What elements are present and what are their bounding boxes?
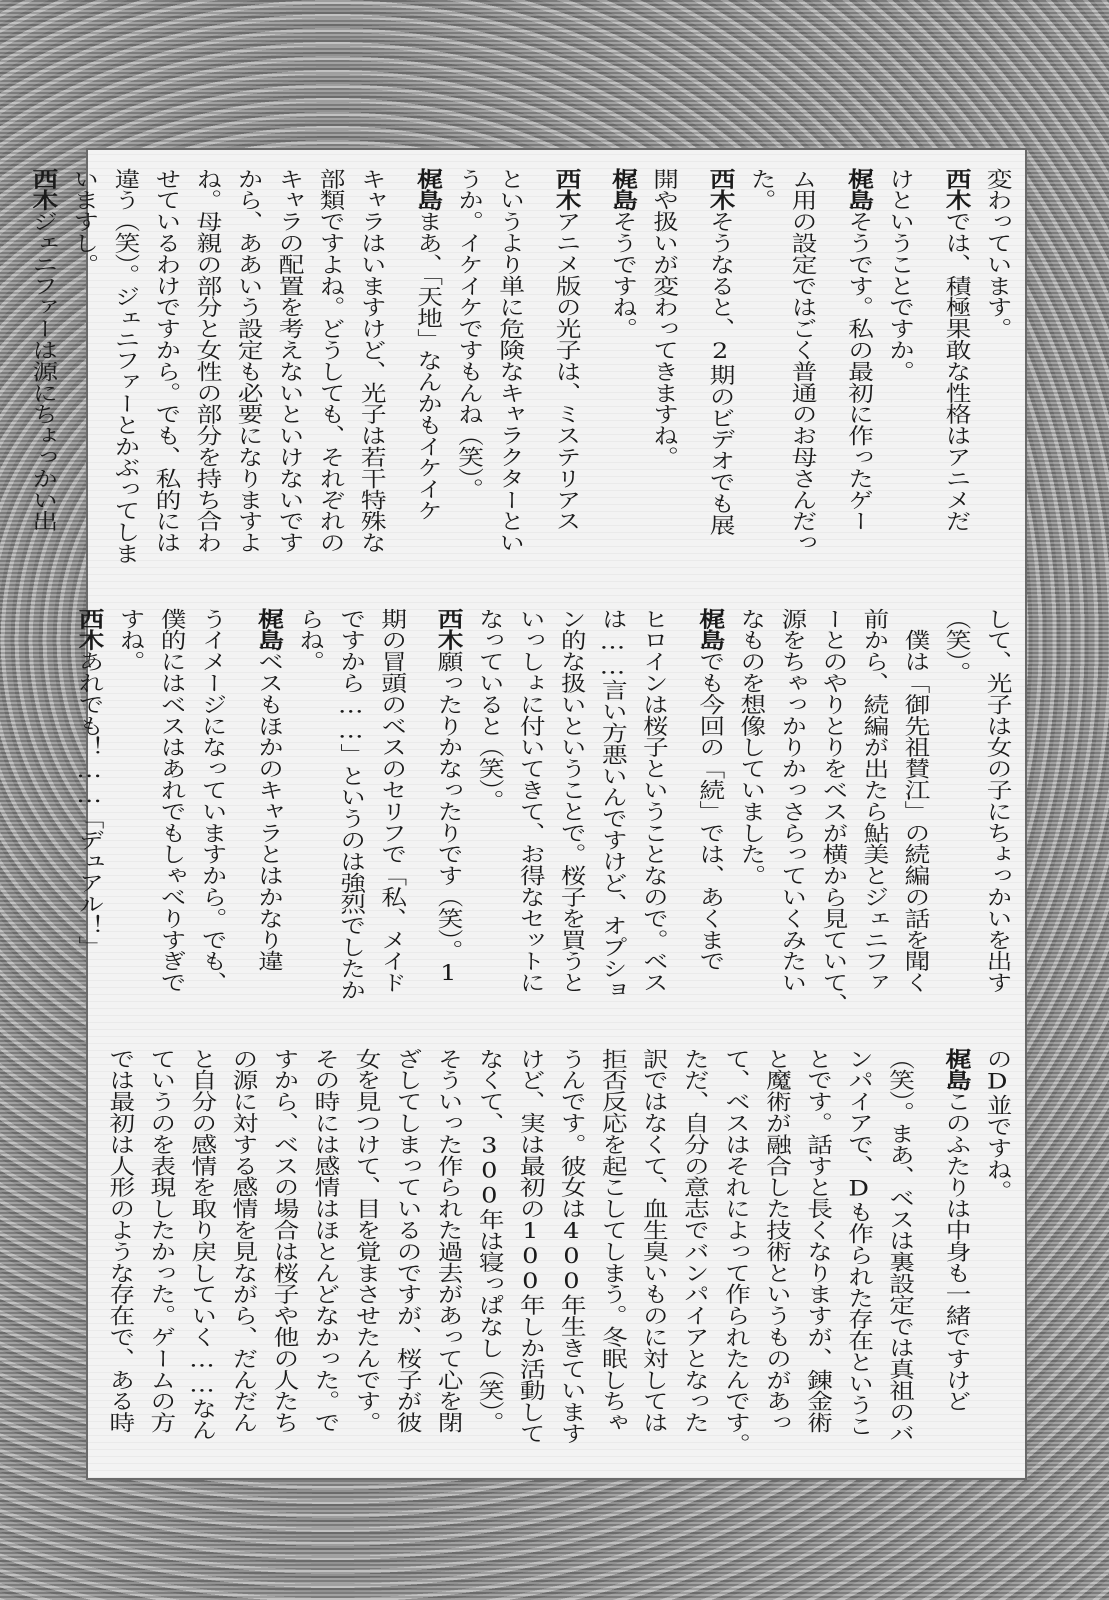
line-text: ンパイアで、Dも作られた存在というこ: [843, 1048, 874, 1437]
text-column: [330, 608, 371, 1008]
interview-page: [27, 150, 1025, 1478]
text-column: [714, 1048, 755, 1455]
text-column: [145, 168, 186, 568]
line-text: 僕は「御先祖賛江」の続編の話を聞く: [900, 608, 931, 994]
line-text: でも今回の「続」では、あくまで: [694, 650, 725, 972]
line-text: なくて、300年は寝っぱなし（笑）。: [474, 1048, 505, 1434]
line-text: ジェニファーは源にちょっかい出: [27, 210, 58, 532]
line-text: 僕的にはベスはあれでもしゃべりすぎで: [156, 608, 187, 994]
line-text: 違う（笑）。ジェニファーとかぶってしま: [110, 168, 141, 564]
line-text: のD並ですね。: [982, 1048, 1013, 1202]
text-column: [878, 168, 919, 568]
text-column: [642, 168, 683, 568]
line-text: から、ああいう設定も必要になりますよ: [233, 168, 264, 554]
line-text: なっていると（笑）。: [474, 608, 505, 812]
text-column: [448, 168, 489, 568]
speaker-name: 梶島: [607, 168, 638, 211]
text-column: [191, 608, 232, 1008]
text-column: [632, 1048, 673, 1448]
line-text: ム用の設定ではごく普通のお母さんだっ: [787, 168, 818, 554]
text-column: [412, 608, 468, 1008]
text-column: [586, 168, 642, 568]
text-tier-bottom: [0, 1048, 1017, 1455]
line-text: では、積極果敢な性格はアニメだ: [941, 210, 972, 532]
text-column: [509, 1048, 550, 1448]
line-text: 願ったりかなったりです（笑）。1: [433, 650, 464, 987]
line-text: そうです。私の最初に作ったゲー: [843, 210, 874, 532]
line-text: の源に対する感情を見ながら、だんだん: [228, 1048, 259, 1434]
line-text: 源をちゃっかりかっさらっていくみたい: [776, 608, 807, 994]
line-text: ざしてしまっているのですが、桜子が彼: [392, 1048, 423, 1434]
line-text: ン的な扱いということで。桜子を買うと: [556, 608, 587, 994]
text-tier-middle: [0, 608, 1017, 1015]
text-column: [150, 608, 191, 1008]
text-column: [684, 168, 740, 568]
line-text: そうですね。: [607, 210, 638, 340]
line-text: ね。母親の部分と女性の部分を持ち合わ: [192, 168, 223, 554]
text-column: [6, 168, 62, 568]
line-text: すね。: [115, 608, 146, 673]
text-column: [853, 608, 894, 1008]
line-text: 前から、続編が出たら鮎美とジェニファ: [859, 608, 890, 994]
line-text: アニメ版の光子は、ミステリアス: [551, 210, 582, 532]
text-column: [52, 608, 108, 1008]
line-text: （笑）。: [941, 608, 972, 683]
text-column: [771, 608, 812, 1008]
text-column: [755, 1048, 796, 1448]
text-column: [227, 168, 268, 568]
text-column: [350, 168, 391, 568]
line-text: 訳ではなくて、血生臭いものに対しては: [638, 1048, 669, 1434]
line-text: うんです。彼女は400年生きています: [556, 1048, 587, 1444]
line-text: ただ、自分の意志でバンパイアとなった: [679, 1048, 710, 1434]
text-column: [976, 1048, 1017, 1448]
line-text: は……言い方悪いんですけど、オプショ: [597, 608, 628, 1001]
speaker-name: 梶島: [253, 608, 284, 651]
text-column: [345, 1048, 386, 1448]
speaker-name: 西木: [941, 168, 972, 211]
line-text: せているわけですから。でも、私的には: [151, 168, 182, 554]
line-text: まあ、「天地」なんかもイケイケ: [412, 210, 443, 522]
line-text: あれでも！……「デュアル！」: [74, 650, 105, 958]
text-column: [935, 608, 976, 1008]
speaker-name: 梶島: [694, 608, 725, 651]
text-column: [878, 1048, 919, 1448]
line-text: その時には感情はほとんどなかった。で: [310, 1048, 341, 1434]
text-column: [591, 1048, 632, 1448]
text-column: [104, 168, 145, 568]
line-text: キャラはいますけど、光子は若干特殊な: [356, 168, 387, 554]
speaker-name: 梶島: [412, 168, 443, 211]
line-text: と魔術が融合した技術というものがあっ: [761, 1048, 792, 1434]
line-text: 部類ですよね。どうしても、それぞれの: [315, 168, 346, 554]
line-text: して、光子は女の子にちょっかいを出す: [982, 608, 1013, 994]
text-column: [468, 1048, 509, 1448]
speaker-name: 梶島: [941, 1048, 972, 1091]
text-column: [268, 168, 309, 568]
text-column: [530, 168, 586, 568]
line-text: 期の冒頭のベスのセリフで「私、メイド: [376, 608, 407, 994]
text-column: [894, 608, 935, 1008]
line-text: なものを想像していました。: [735, 608, 766, 887]
text-column: [263, 1048, 304, 1448]
text-column: [468, 608, 509, 1008]
line-text: と自分の感情を取り戻していく……なん: [186, 1048, 217, 1441]
line-text: ベスもほかのキャラとはかなり違: [253, 650, 284, 972]
text-column: [186, 168, 227, 568]
line-text: いっしょに付いてきて、お得なセットに: [515, 608, 546, 994]
text-column: [386, 1048, 427, 1448]
line-text: では最初は人形のような存在で、ある時: [104, 1048, 135, 1434]
line-text: （笑）。まあ、ベスは裏設定では真祖のバ: [884, 1048, 915, 1444]
text-column: [632, 608, 673, 1008]
text-column: [222, 1048, 263, 1448]
speaker-name: 西木: [27, 168, 58, 211]
text-column: [232, 608, 288, 1008]
line-text: うか。イケイケですもんね（笑）。: [453, 168, 484, 500]
text-column: [591, 608, 632, 1008]
text-column: [812, 608, 853, 1015]
line-text: た。: [746, 168, 777, 211]
line-text: というより単に危険なキャラクターとい: [494, 168, 525, 554]
line-text: うイメージになっていますから。でも、: [197, 608, 228, 994]
line-text: 変わっています。: [982, 168, 1013, 340]
line-text: キャラの配置を考えないといけないです: [274, 168, 305, 554]
text-column: [673, 608, 729, 1008]
line-text: 拒否反応を起こしてしまう。冬眠しちゃ: [597, 1048, 628, 1434]
line-text: そういった作られた過去があって心を閉: [433, 1048, 464, 1434]
text-column: [976, 168, 1017, 568]
line-text: けということですか。: [884, 168, 915, 382]
text-column: [976, 608, 1017, 1008]
text-column: [920, 168, 976, 568]
line-text: ヒロインは桜子ということなので。ベス: [638, 608, 669, 994]
speaker-name: 西木: [74, 608, 105, 651]
line-text: ていうのを表現したかった。ゲームの方: [145, 1048, 176, 1434]
text-column: [730, 608, 771, 1008]
line-text: このふたりは中身も一緒ですけど: [941, 1090, 972, 1412]
text-tier-top: [0, 168, 1017, 568]
text-column: [489, 168, 530, 568]
speaker-name: 西木: [433, 608, 464, 651]
text-column: [740, 168, 781, 568]
line-text: とです。話すと長くなりますが、錬金術: [802, 1048, 833, 1434]
text-column: [391, 168, 447, 568]
line-text: 開や扱いが変わってきますね。: [648, 168, 679, 468]
text-column: [181, 1048, 222, 1448]
text-column: [781, 168, 822, 568]
text-column: [304, 1048, 345, 1448]
speaker-name: 梶島: [843, 168, 874, 211]
text-column: [288, 608, 329, 1008]
text-column: [796, 1048, 837, 1448]
text-column: [63, 168, 104, 568]
text-column: [140, 1048, 181, 1448]
line-text: ですから……」というのは強烈でしたか: [335, 608, 366, 1001]
text-column: [427, 1048, 468, 1448]
text-column: [309, 168, 350, 568]
text-column: [509, 608, 550, 1008]
line-text: すから、ベスの場合は桜子や他の人たち: [269, 1048, 300, 1434]
line-text: て、ベスはそれによって作られたんです。: [720, 1048, 751, 1455]
line-text: らね。: [294, 608, 325, 673]
text-column: [822, 168, 878, 568]
line-text: けど、実は最初の100年しか活動して: [515, 1048, 546, 1444]
text-column: [371, 608, 412, 1008]
text-column: [109, 608, 150, 1008]
text-column: [837, 1048, 878, 1448]
text-column: [99, 1048, 140, 1448]
line-text: いますし。: [68, 168, 99, 275]
text-column: [673, 1048, 714, 1448]
line-text: そうなると、2期のビデオでも展: [705, 210, 736, 536]
line-text: ーとのやりとりをベスが横から見ていて、: [818, 608, 849, 1015]
speaker-name: 西木: [551, 168, 582, 211]
text-column: [550, 608, 591, 1008]
line-text: 女を見つけて、目を覚まさせたんです。: [351, 1048, 382, 1434]
speaker-name: 西木: [705, 168, 736, 211]
text-column: [550, 1048, 591, 1448]
text-column: [920, 1048, 976, 1448]
